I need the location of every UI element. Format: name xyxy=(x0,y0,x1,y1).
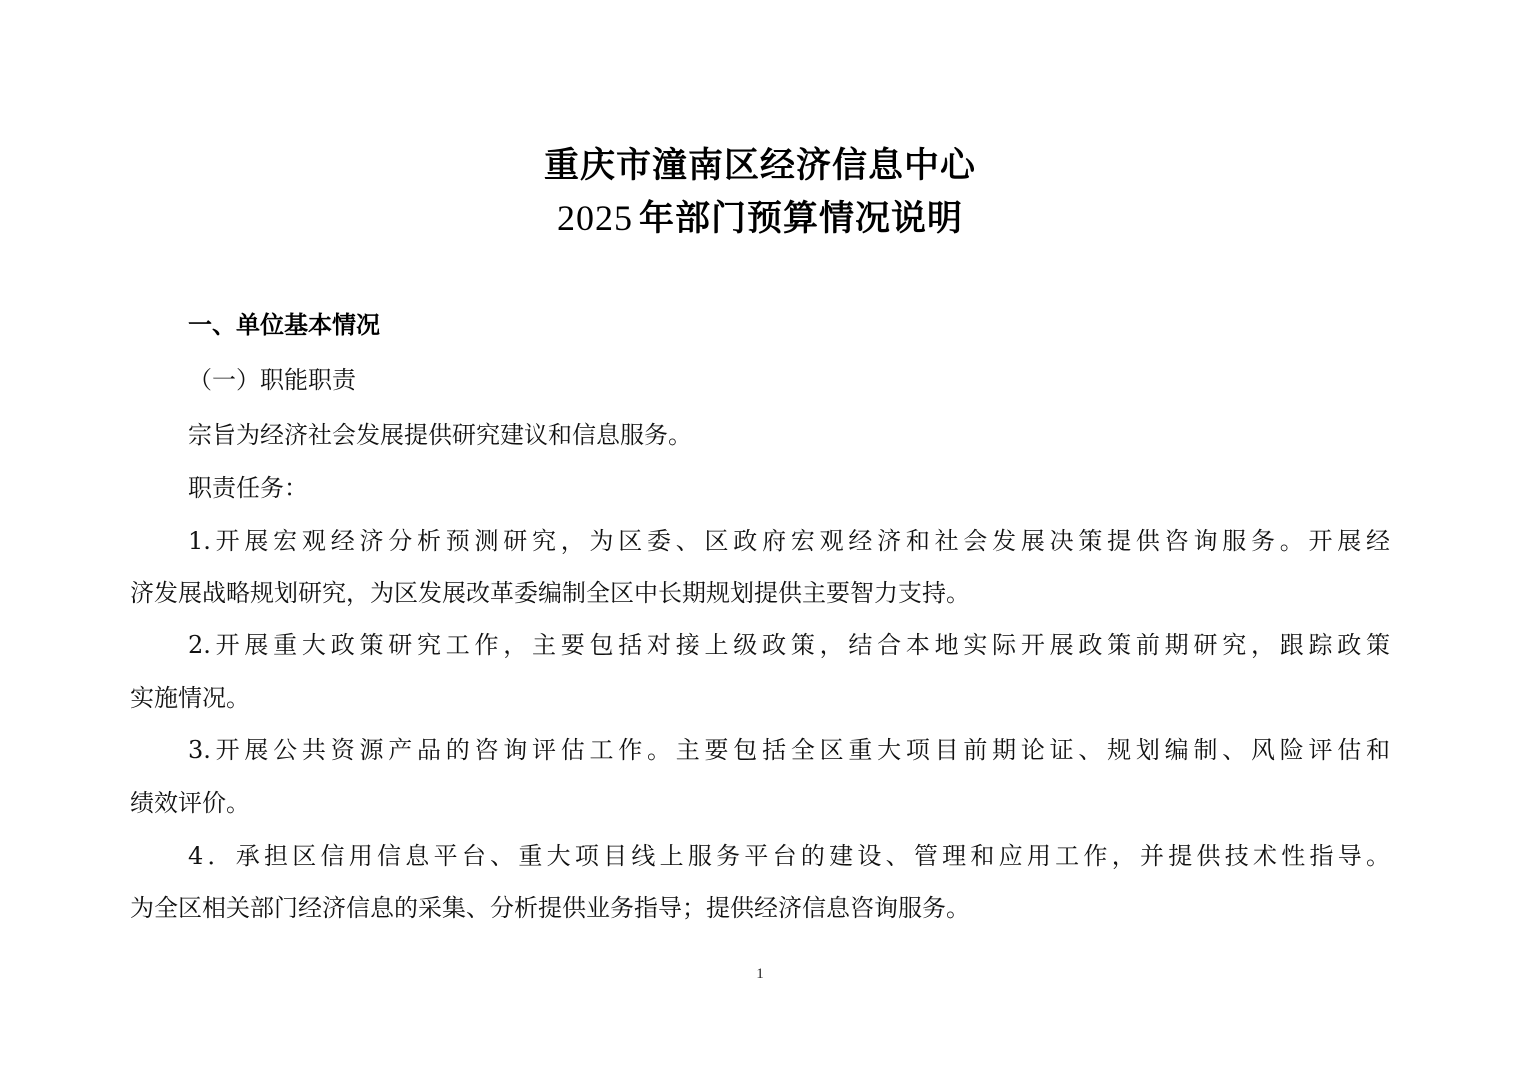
duties-label: 职责任务： xyxy=(188,474,308,502)
document-title-line1: 重庆市潼南区经济信息中心 xyxy=(543,146,976,186)
duty-item-3-line2: 绩效评价。 xyxy=(130,789,250,817)
duty-item-2-line2: 实施情况。 xyxy=(130,684,250,712)
duty-item-1-line2: 济发展战略规划研究，为区发展改革委编制全区中长期规划提供主要智力支持。 xyxy=(130,579,970,607)
duty-item-2-line1: 2.开展重大政策研究工作，主要包括对接上级政策，结合本地实际开展政策前期研究，跟踪政策 xyxy=(188,631,1390,659)
duty-item-4-line1: 4．承担区信用信息平台、重大项目线上服务平台的建设、管理和应用工作，并提供技术性指导。 xyxy=(188,842,1390,870)
page-number: 1 xyxy=(756,966,764,982)
duty-item-1-line1: 1.开展宏观经济分析预测研究，为区委、区政府宏观经济和社会发展决策提供咨询服务。开展经 xyxy=(188,527,1390,555)
document-title-year: 2025 xyxy=(556,198,633,238)
section-heading-basic-info: 一、单位基本情况 xyxy=(188,311,380,339)
document-title-line2 xyxy=(0,191,1520,241)
document-title-line2-text: 年部门预算情况说明 xyxy=(638,199,963,239)
duty-item-4-line2: 为全区相关部门经济信息的采集、分析提供业务指导；提供经济信息咨询服务。 xyxy=(130,894,970,922)
duty-item-3-line1: 3.开展公共资源产品的咨询评估工作。主要包括全区重大项目前期论证、规划编制、风险评估和 xyxy=(188,736,1390,764)
subheading-functions: （一）职能职责 xyxy=(188,366,356,394)
purpose-paragraph: 宗旨为经济社会发展提供研究建议和信息服务。 xyxy=(188,421,692,449)
